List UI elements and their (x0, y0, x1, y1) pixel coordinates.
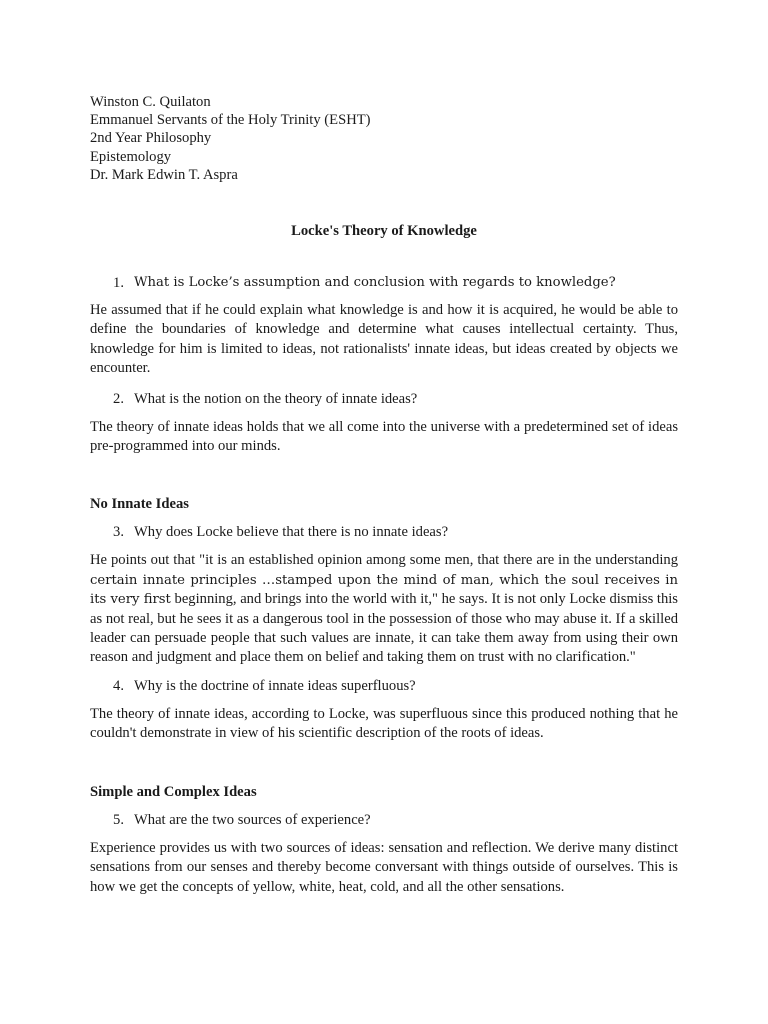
question-1 (90, 274, 678, 292)
question-text: Why does Locke believe that there is no innate ideas? (134, 524, 449, 541)
section-heading-simple-complex-ideas: Simple and Complex Ideas (90, 783, 257, 800)
question-text: What are the two sources of experience? (134, 811, 371, 828)
question-text: Why is the doctrine of innate ideas superfluous? (134, 677, 416, 694)
question-text: What is Locke’s assumption and conclusion with regards to knowledge? (134, 275, 616, 291)
question-5 (90, 811, 678, 829)
professor-name: Dr. Mark Edwin T. Aspra (90, 166, 238, 183)
question-number: 1. (113, 275, 124, 292)
answer-text: He points out that "it is an established opinion among some men, that there are in the understanding (90, 552, 678, 569)
question-2 (90, 390, 678, 408)
question-3 (90, 523, 678, 541)
answer-text: beginning, and brings into the world with it," he says. It is not only Locke dismiss this as not real, but he sees it as a dangerous tool in the possession of those who may abuse it. If a skilled leader can persuade people that such values are innate, it can take them away from using their own reason and judgment and place them on belief and taking them on trust with no clarification." (90, 591, 678, 666)
question-4 (90, 677, 678, 695)
answer-5: Experience provides us with two sources of ideas: sensation and reflection. We derive many distinct sensations from our senses and thereby become conversant with things outside of ourselves. This is how we get the concepts of yellow, white, heat, cold, and all the other sensations. (90, 839, 678, 895)
question-text: What is the notion on the theory of innate ideas? (134, 390, 418, 407)
answer-1: He assumed that if he could explain what knowledge is and how it is acquired, he would be able to define the boundaries of knowledge and determine what causes intellectual certainty. Thus, knowledge for him is limited to ideas, not rationalists' innate ideas, but ideas created by objects we encounter. (90, 302, 678, 377)
answer-2: The theory of innate ideas holds that we all come into the universe with a predetermined set of ideas pre-programmed into our minds. (90, 418, 678, 455)
section-heading-no-innate-ideas: No Innate Ideas (90, 496, 189, 513)
answer-4: The theory of innate ideas, according to Locke, was superfluous since this produced nothing that he couldn't demonstrate in view of his scientific description of the roots of ideas. (90, 705, 678, 742)
document-title: Locke's Theory of Knowledge (291, 223, 477, 240)
institution-name: Emmanuel Servants of the Holy Trinity (ESHT) (90, 112, 371, 129)
answer-quote: certain innate principles …stamped upon the mind of man, which the soul receives in its very first (90, 572, 678, 608)
question-number: 3. (113, 524, 124, 541)
question-number: 4. (113, 677, 124, 694)
subject-name: Epistemology (90, 148, 172, 165)
question-number: 5. (113, 811, 124, 828)
question-number: 2. (113, 390, 124, 407)
answer-3 (90, 551, 678, 667)
year-level: 2nd Year Philosophy (90, 130, 212, 147)
author-name: Winston C. Quilaton (90, 94, 211, 110)
author-block (90, 93, 678, 184)
